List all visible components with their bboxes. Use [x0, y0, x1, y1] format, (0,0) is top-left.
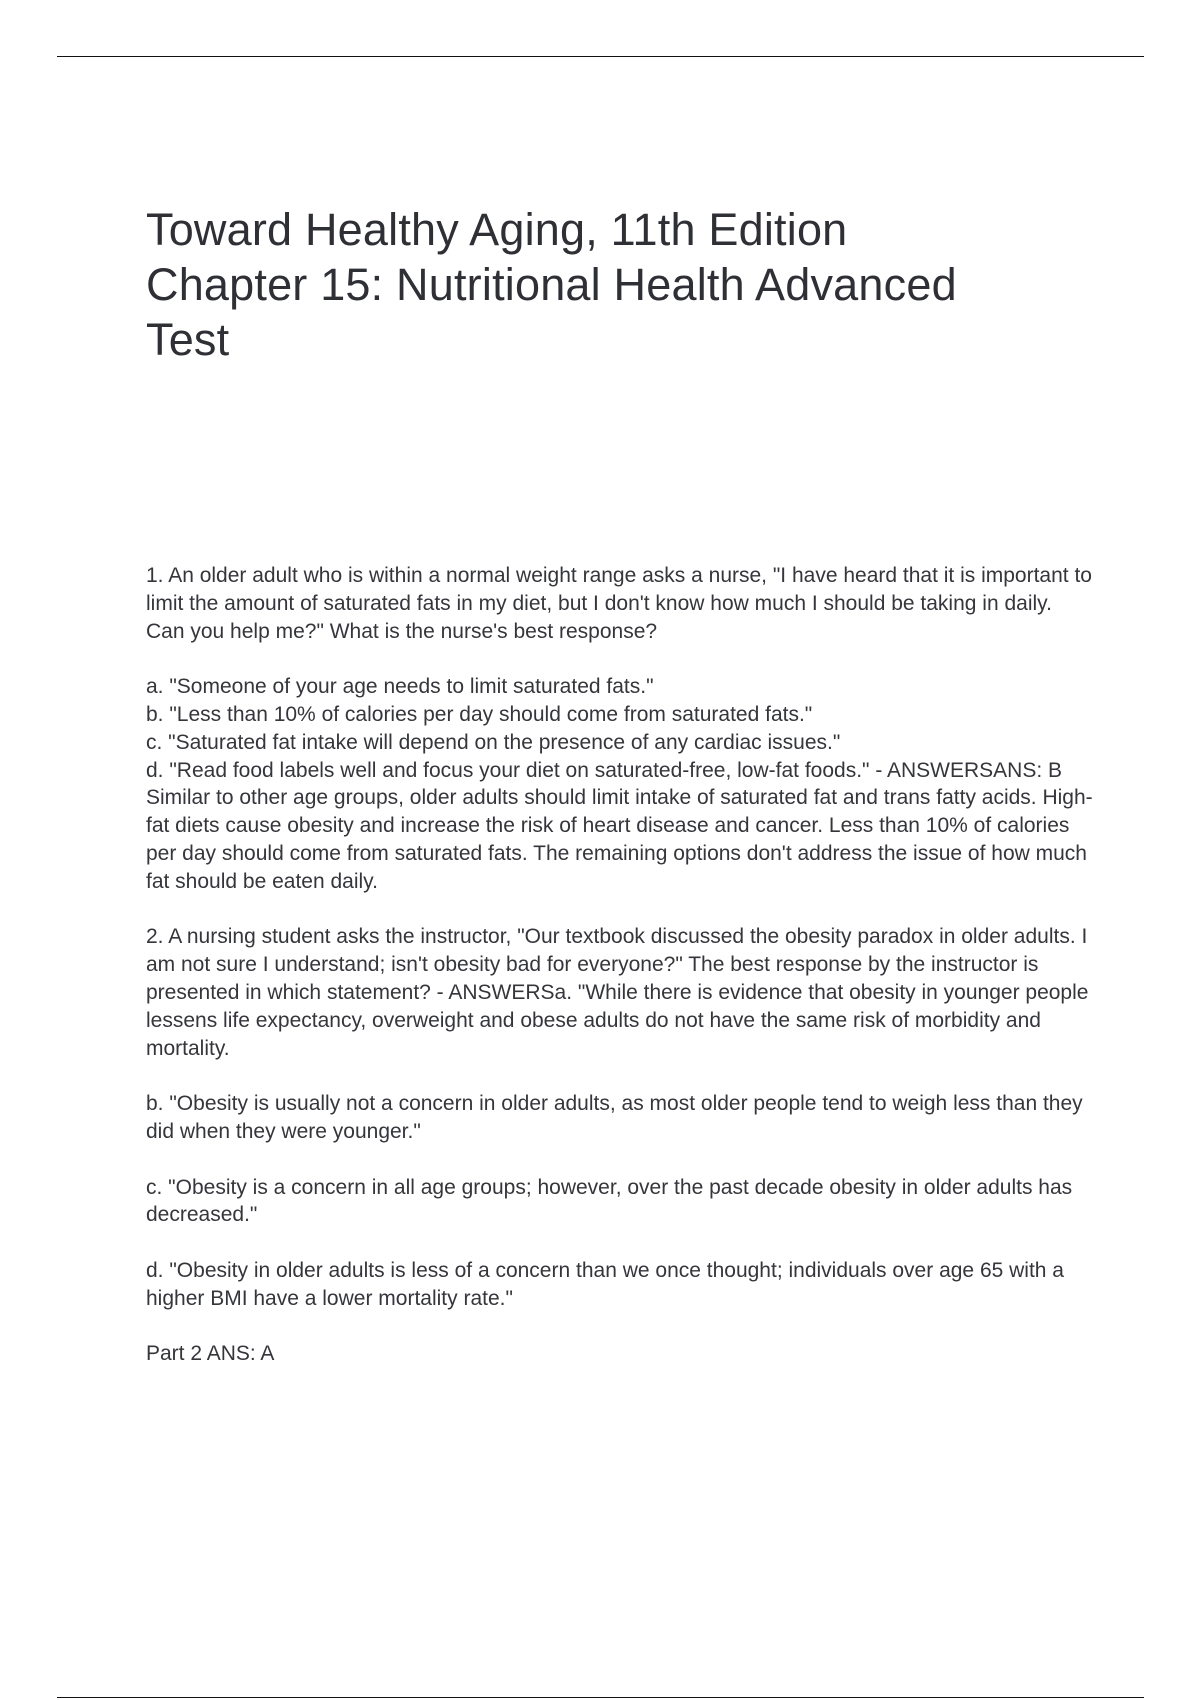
title-line-2: Chapter 15: Nutritional Health Advanced: [146, 259, 957, 310]
title-line-3: Test: [146, 314, 230, 365]
question-2-option-b: b. "Obesity is usually not a concern in older adults, as most older people tend to weigh less than they did when they were younger.": [146, 1092, 1083, 1143]
question-1-option-d-answer: d. "Read food labels well and focus your diet on saturated-free, low-fat foods." - ANSWERSANS: B: [146, 758, 1063, 782]
question-2-text: 2. A nursing student asks the instructor, "Our textbook discussed the obesity paradox in older adults. I am not sure I understand; isn't obesity bad for everyone?" The best response by the instructor is presented in which statement? - ANSWERSa. "While there is evidence that obesity in younger people lessens life expectancy, overweight and obese adults do not have the same risk of morbidity and mortality.: [146, 925, 1089, 1060]
top-rule: [57, 56, 1144, 57]
question-1-option-c: c. "Saturated fat intake will depend on the presence of any cardiac issues.": [146, 730, 841, 754]
bottom-rule: [57, 1697, 1144, 1698]
question-1-rationale: Similar to other age groups, older adults should limit intake of saturated fat and trans fatty acids. High-fat diets cause obesity and increase the risk of heart disease and cancer. Less than 10% of calories per day should come from saturated fats. The remaining options don't address the issue of how much fat should be eaten daily.: [146, 786, 1093, 893]
question-1-option-a: a. "Someone of your age needs to limit saturated fats.": [146, 675, 654, 699]
question-1-text: 1. An older adult who is within a normal weight range asks a nurse, "I have heard that it is important to limit the amount of saturated fats in my diet, but I don't know how much I should be taking in daily. Can you help me?" What is the nurse's best response?: [146, 564, 1092, 643]
document-body: [146, 562, 1096, 1396]
question-2-option-d: d. "Obesity in older adults is less of a concern than we once thought; individuals over age 65 with a higher BMI have a lower mortality rate.": [146, 1258, 1064, 1310]
question-1-options-block: [146, 673, 1096, 895]
question-2-answer: Part 2 ANS: A: [146, 1342, 275, 1366]
document-title: [146, 202, 1106, 367]
question-1-option-b: b. "Less than 10% of calories per day should come from saturated fats.": [146, 702, 813, 726]
question-2-option-c: c. "Obesity is a concern in all age groups; however, over the past decade obesity in older adults has decreased.": [146, 1175, 1073, 1227]
title-line-1: Toward Healthy Aging, 11th Edition: [146, 204, 848, 255]
